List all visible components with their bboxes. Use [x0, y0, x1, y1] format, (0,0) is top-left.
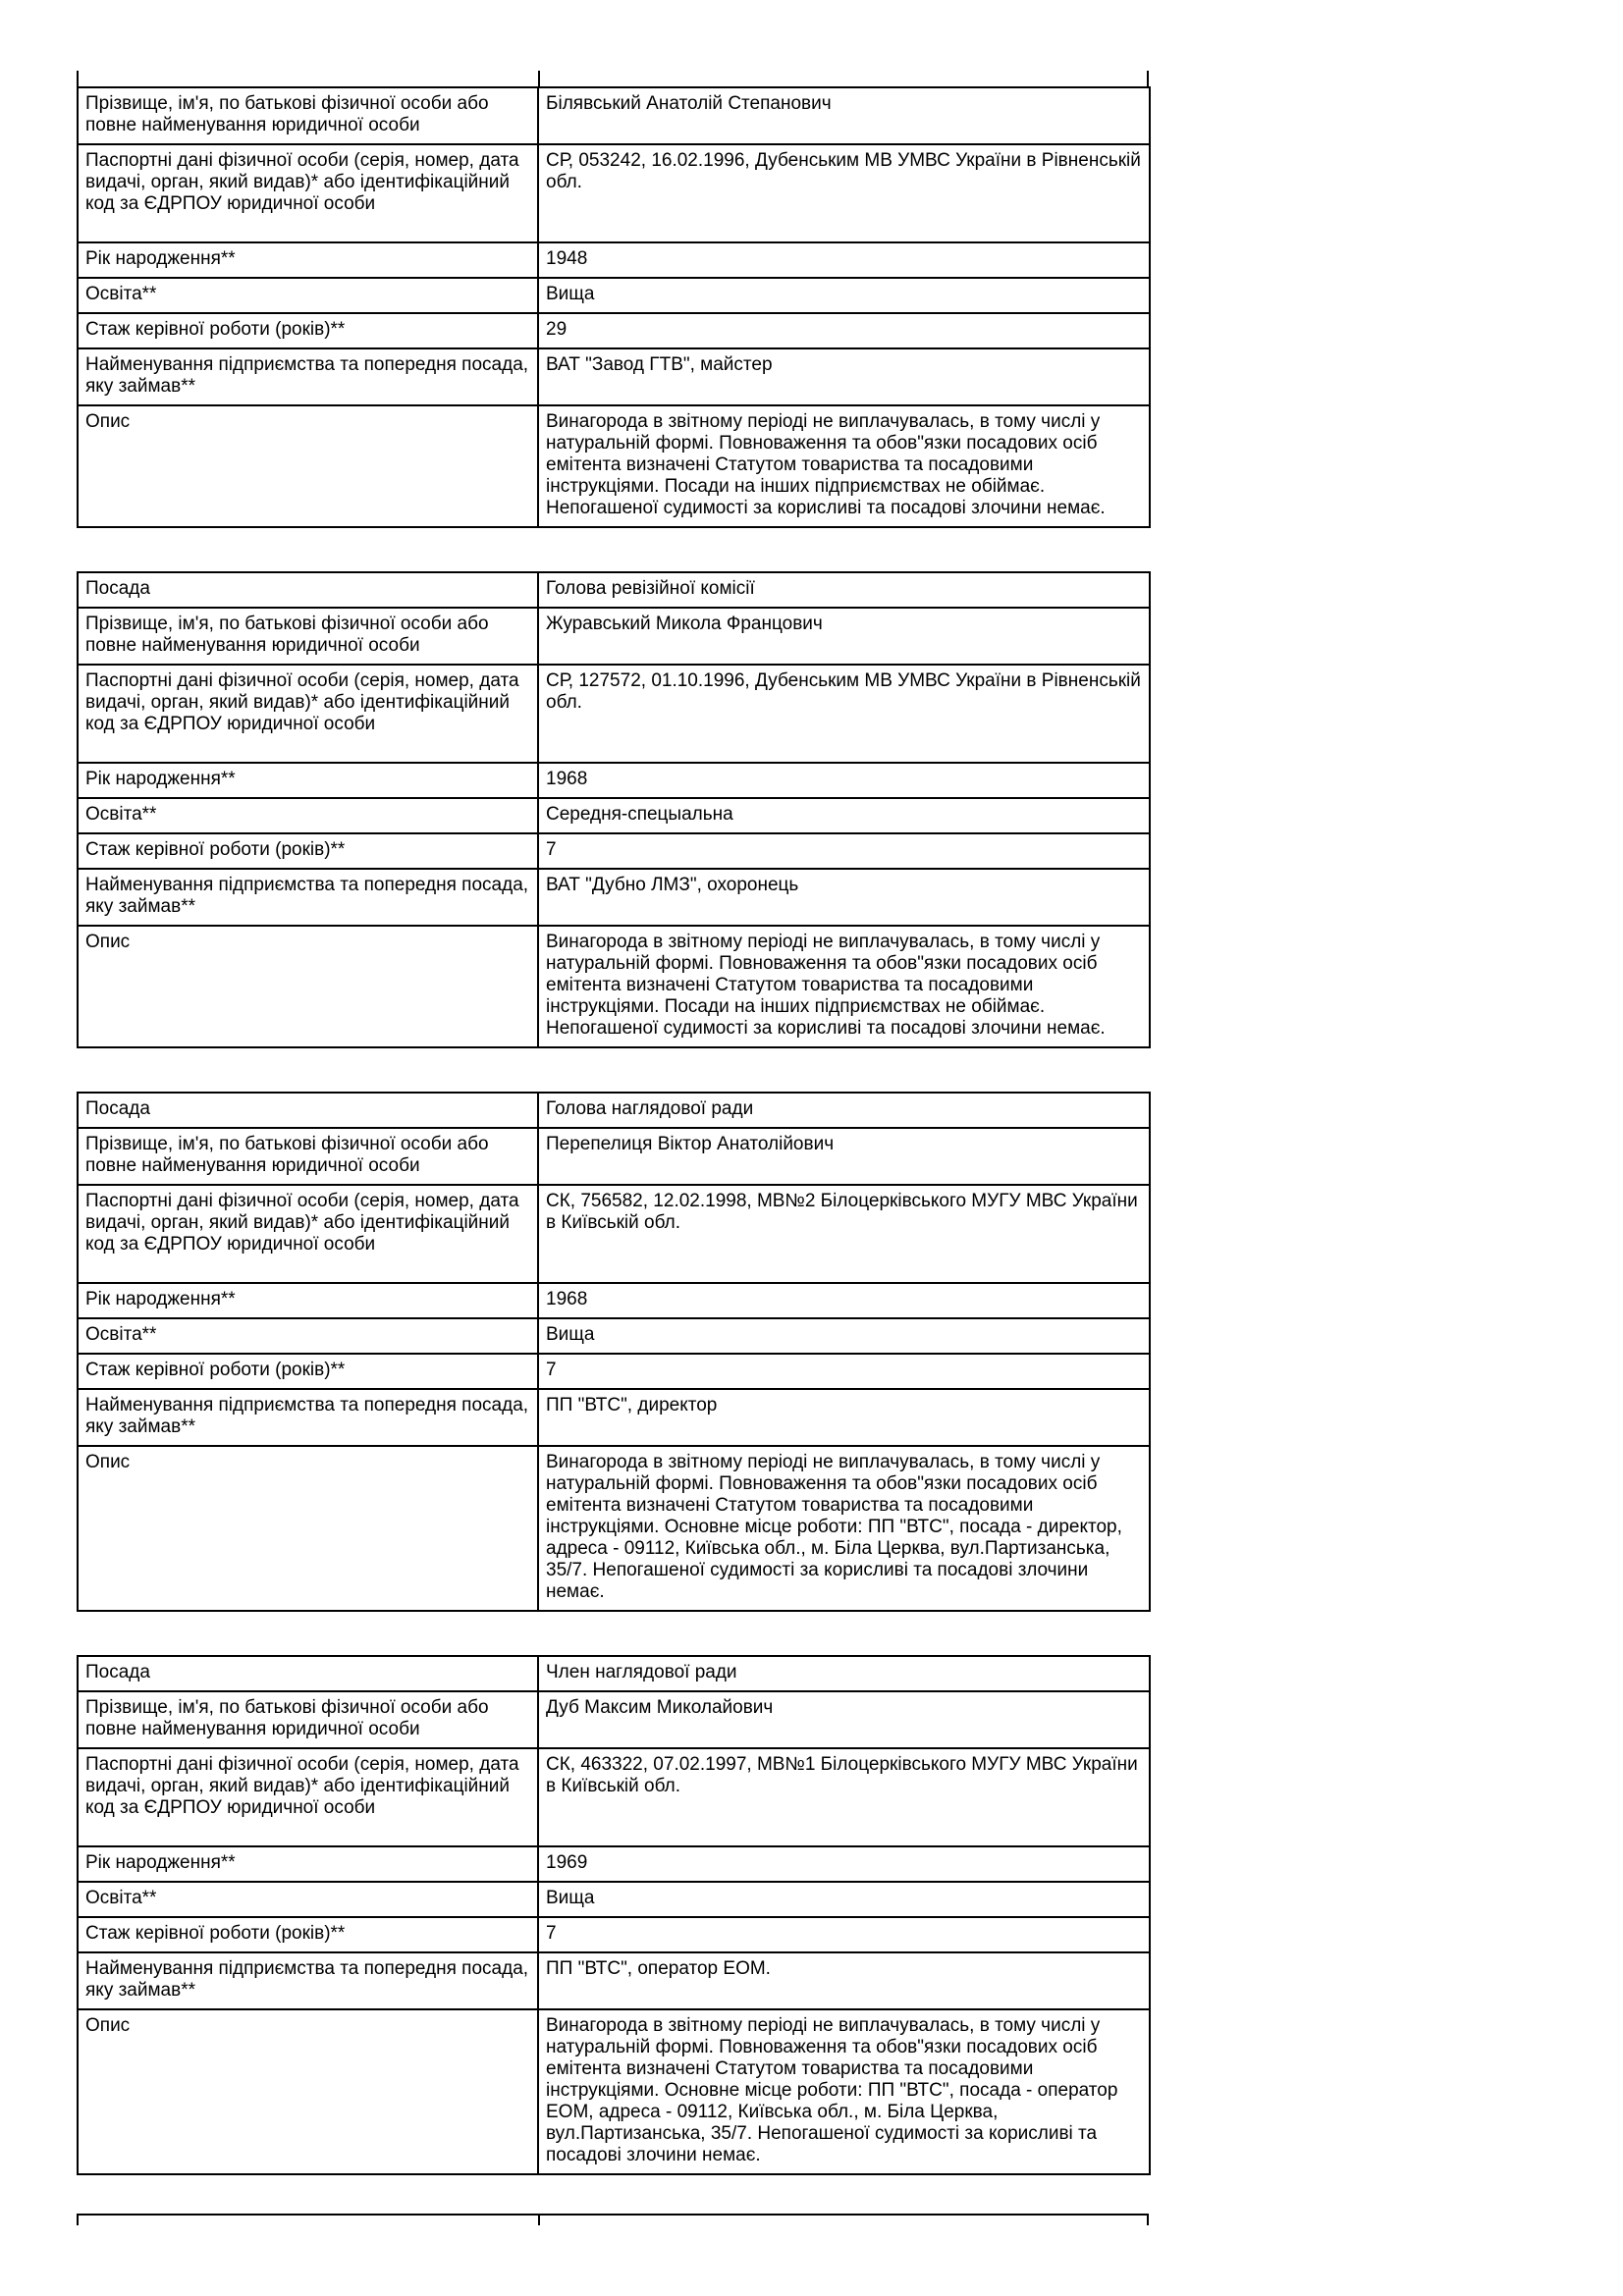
experience-value: 29: [538, 313, 1150, 348]
continued-table-top-edge: [77, 71, 1149, 86]
description-value: Винагорода в звітному періоді не виплачувалась, в тому числі у натуральній формі. Повноваження та обов"язки посадових осіб емітента визначені Статутом товариства та посадовими інструкціями. Посади на інших підприємствах не обіймає. Непогашеної судимості за корисливі та посадові злочини немає.: [538, 405, 1150, 527]
position-label: Посада: [78, 1093, 538, 1128]
table-row: [78, 1446, 1150, 1611]
prev-job-label: Найменування підприємства та попередня посада, яку займав**: [78, 869, 538, 926]
prev-job-label: Найменування підприємства та попередня посада, яку займав**: [78, 348, 538, 405]
birth-year-label: Рік народження**: [78, 763, 538, 798]
table-row: [78, 405, 1150, 527]
position-label: Посада: [78, 572, 538, 608]
table-row: [78, 1917, 1150, 1952]
prev-job-label: Найменування підприємства та попередня посада, яку займав**: [78, 1389, 538, 1446]
passport-label: Паспортні дані фізичної особи (серія, номер, дата видачі, орган, який видав)* або ідентифікаційний код за ЄДРПОУ юридичної особи: [78, 144, 538, 242]
prev-job-value: ВАТ "Дубно ЛМЗ", охоронець: [538, 869, 1150, 926]
birth-year-label: Рік народження**: [78, 1283, 538, 1318]
passport-value: СК, 756582, 12.02.1998, МВ№2 Білоцерківського МУГУ МВС України в Київській обл.: [538, 1185, 1150, 1283]
passport-value: СР, 053242, 16.02.1996, Дубенським МВ УМВС України в Рівненській обл.: [538, 144, 1150, 242]
passport-label: Паспортні дані фізичної особи (серія, номер, дата видачі, орган, який видав)* або ідентифікаційний код за ЄДРПОУ юридичної особи: [78, 665, 538, 763]
description-label: Опис: [78, 1446, 538, 1611]
name-label: Прізвище, ім'я, по батькові фізичної особи або повне найменування юридичної особи: [78, 1691, 538, 1748]
description-value: Винагорода в звітному періоді не виплачувалась, в тому числі у натуральній формі. Повноваження та обов"язки посадових осіб емітента визначені Статутом товариства та посадовими інструкціями. Основне місце роботи: ПП "ВТС", посада - директор, адреса - 09112, Київська обл., м. Біла Церква, вул.Партизанська, 35/7. Непогашеної судимості за корисливі та посадові злочини немає.: [538, 1446, 1150, 1611]
position-value: Голова наглядової ради: [538, 1093, 1150, 1128]
education-label: Освіта**: [78, 798, 538, 833]
education-label: Освіта**: [78, 1318, 538, 1354]
birth-year-value: 1969: [538, 1846, 1150, 1882]
table-row: [78, 572, 1150, 608]
education-value: Вища: [538, 1882, 1150, 1917]
next-table-top-edge: [77, 2214, 1149, 2225]
passport-value: СР, 127572, 01.10.1996, Дубенським МВ УМВС України в Рівненській обл.: [538, 665, 1150, 763]
experience-label: Стаж керівної роботи (років)**: [78, 1354, 538, 1389]
official-table-3: [77, 1092, 1151, 1612]
education-label: Освіта**: [78, 278, 538, 313]
birth-year-value: 1968: [538, 763, 1150, 798]
table-row: [78, 313, 1150, 348]
table-row: [78, 1691, 1150, 1748]
table-row: [78, 1882, 1150, 1917]
table-row: [78, 348, 1150, 405]
table-row: [78, 926, 1150, 1047]
name-value: Перепелиця Віктор Анатолійович: [538, 1128, 1150, 1185]
experience-value: 7: [538, 1917, 1150, 1952]
name-label: Прізвище, ім'я, по батькові фізичної особи або повне найменування юридичної особи: [78, 1128, 538, 1185]
education-value: Вища: [538, 278, 1150, 313]
table-row: [78, 242, 1150, 278]
prev-job-value: ПП "ВТС", директор: [538, 1389, 1150, 1446]
position-label: Посада: [78, 1656, 538, 1691]
table-row: [78, 833, 1150, 869]
description-value: Винагорода в звітному періоді не виплачувалась, в тому числі у натуральній формі. Повноваження та обов"язки посадових осіб емітента визначені Статутом товариства та посадовими інструкціями. Посади на інших підприємствах не обіймає. Непогашеної судимості за корисливі та посадові злочини немає.: [538, 926, 1150, 1047]
table-row: [78, 869, 1150, 926]
table-row: [78, 763, 1150, 798]
education-value: Середня-спецыальна: [538, 798, 1150, 833]
description-label: Опис: [78, 926, 538, 1047]
position-value: Голова ревізійної комісії: [538, 572, 1150, 608]
name-label: Прізвище, ім'я, по батькові фізичної особи або повне найменування юридичної особи: [78, 87, 538, 144]
table-row: [78, 665, 1150, 763]
table-row: [78, 1389, 1150, 1446]
position-value: Член наглядової ради: [538, 1656, 1150, 1691]
table-row: [78, 1952, 1150, 2009]
table-row: [78, 2009, 1150, 2174]
experience-label: Стаж керівної роботи (років)**: [78, 1917, 538, 1952]
birth-year-value: 1948: [538, 242, 1150, 278]
name-label: Прізвище, ім'я, по батькові фізичної особи або повне найменування юридичної особи: [78, 608, 538, 665]
passport-label: Паспортні дані фізичної особи (серія, номер, дата видачі, орган, який видав)* або ідентифікаційний код за ЄДРПОУ юридичної особи: [78, 1185, 538, 1283]
experience-label: Стаж керівної роботи (років)**: [78, 833, 538, 869]
table-row: [78, 144, 1150, 242]
passport-value: СК, 463322, 07.02.1997, МВ№1 Білоцерківського МУГУ МВС України в Київській обл.: [538, 1748, 1150, 1846]
education-label: Освіта**: [78, 1882, 538, 1917]
table-row: [78, 1283, 1150, 1318]
name-value: Дуб Максим Миколайович: [538, 1691, 1150, 1748]
table-row: [78, 1093, 1150, 1128]
prev-job-value: ПП "ВТС", оператор ЕОМ.: [538, 1952, 1150, 2009]
description-label: Опис: [78, 405, 538, 527]
table-row: [78, 1318, 1150, 1354]
table-row: [78, 608, 1150, 665]
official-table-1: [77, 86, 1151, 528]
experience-value: 7: [538, 1354, 1150, 1389]
name-value: Журавський Микола Францович: [538, 608, 1150, 665]
prev-job-value: ВАТ "Завод ГТВ", майстер: [538, 348, 1150, 405]
official-table-2: [77, 571, 1151, 1048]
table-row: [78, 1656, 1150, 1691]
description-label: Опис: [78, 2009, 538, 2174]
table-row: [78, 1354, 1150, 1389]
table-row: [78, 1128, 1150, 1185]
table-row: [78, 1185, 1150, 1283]
education-value: Вища: [538, 1318, 1150, 1354]
official-table-4: [77, 1655, 1151, 2175]
table-row: [78, 87, 1150, 144]
table-row: [78, 798, 1150, 833]
passport-label: Паспортні дані фізичної особи (серія, номер, дата видачі, орган, який видав)* або ідентифікаційний код за ЄДРПОУ юридичної особи: [78, 1748, 538, 1846]
table-row: [78, 278, 1150, 313]
description-value: Винагорода в звітному періоді не виплачувалась, в тому числі у натуральній формі. Повноваження та обов"язки посадових осіб емітента визначені Статутом товариства та посадовими інструкціями. Основне місце роботи: ПП "ВТС", посада - оператор ЕОМ, адреса - 09112, Київська обл., м. Біла Церква, вул.Партизанська, 35/7. Непогашеної судимості за корисливі та посадові злочини немає.: [538, 2009, 1150, 2174]
name-value: Білявський Анатолій Степанович: [538, 87, 1150, 144]
table-row: [78, 1846, 1150, 1882]
prev-job-label: Найменування підприємства та попередня посада, яку займав**: [78, 1952, 538, 2009]
experience-value: 7: [538, 833, 1150, 869]
birth-year-value: 1968: [538, 1283, 1150, 1318]
birth-year-label: Рік народження**: [78, 242, 538, 278]
table-row: [78, 1748, 1150, 1846]
birth-year-label: Рік народження**: [78, 1846, 538, 1882]
experience-label: Стаж керівної роботи (років)**: [78, 313, 538, 348]
